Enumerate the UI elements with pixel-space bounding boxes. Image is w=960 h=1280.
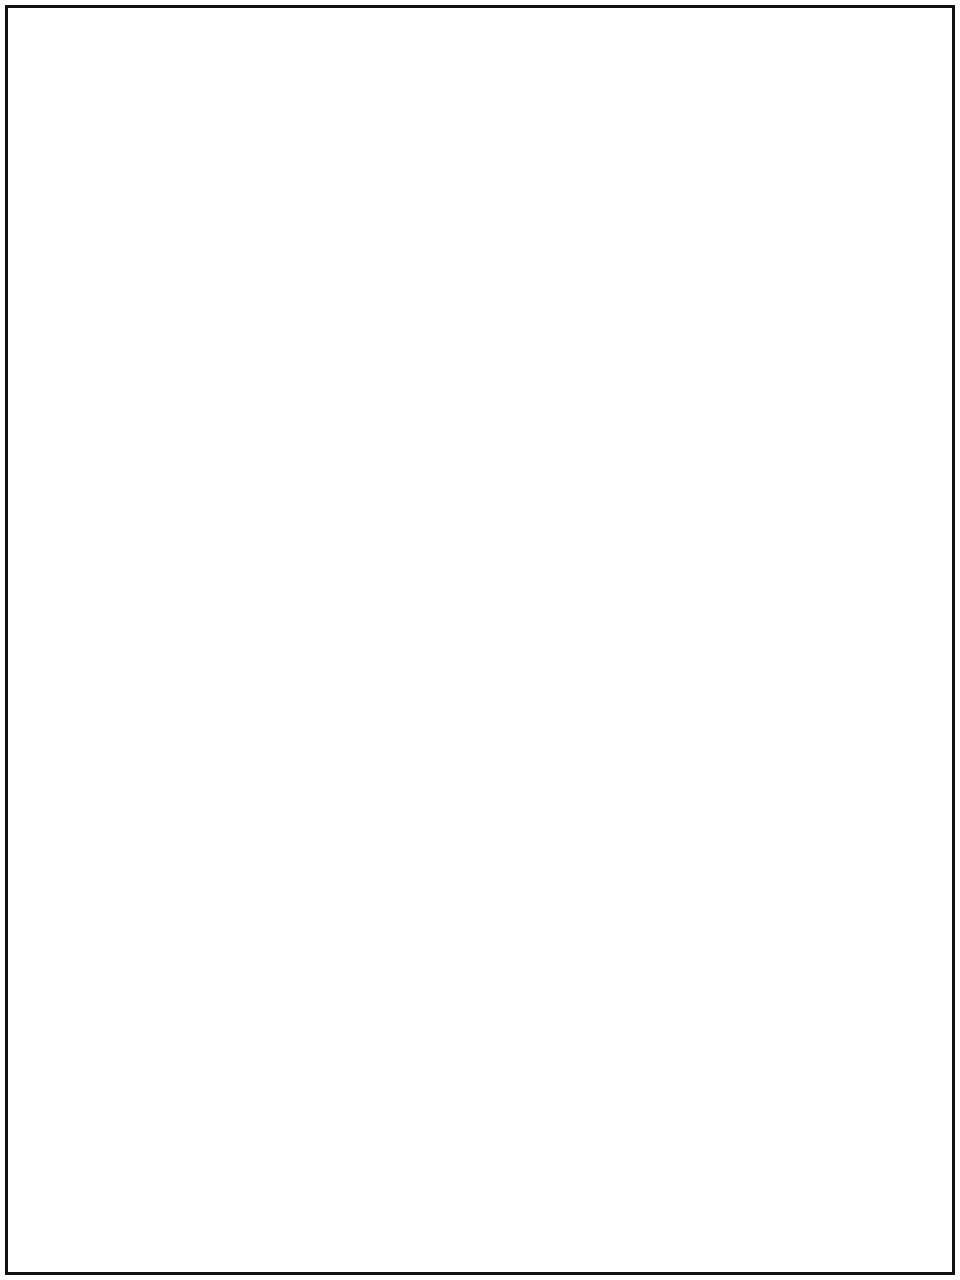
- header-signature: [619, 5, 955, 1275]
- header-program-type: [5, 5, 459, 1275]
- header-points: [459, 5, 619, 1275]
- program-points-table: [5, 5, 955, 1275]
